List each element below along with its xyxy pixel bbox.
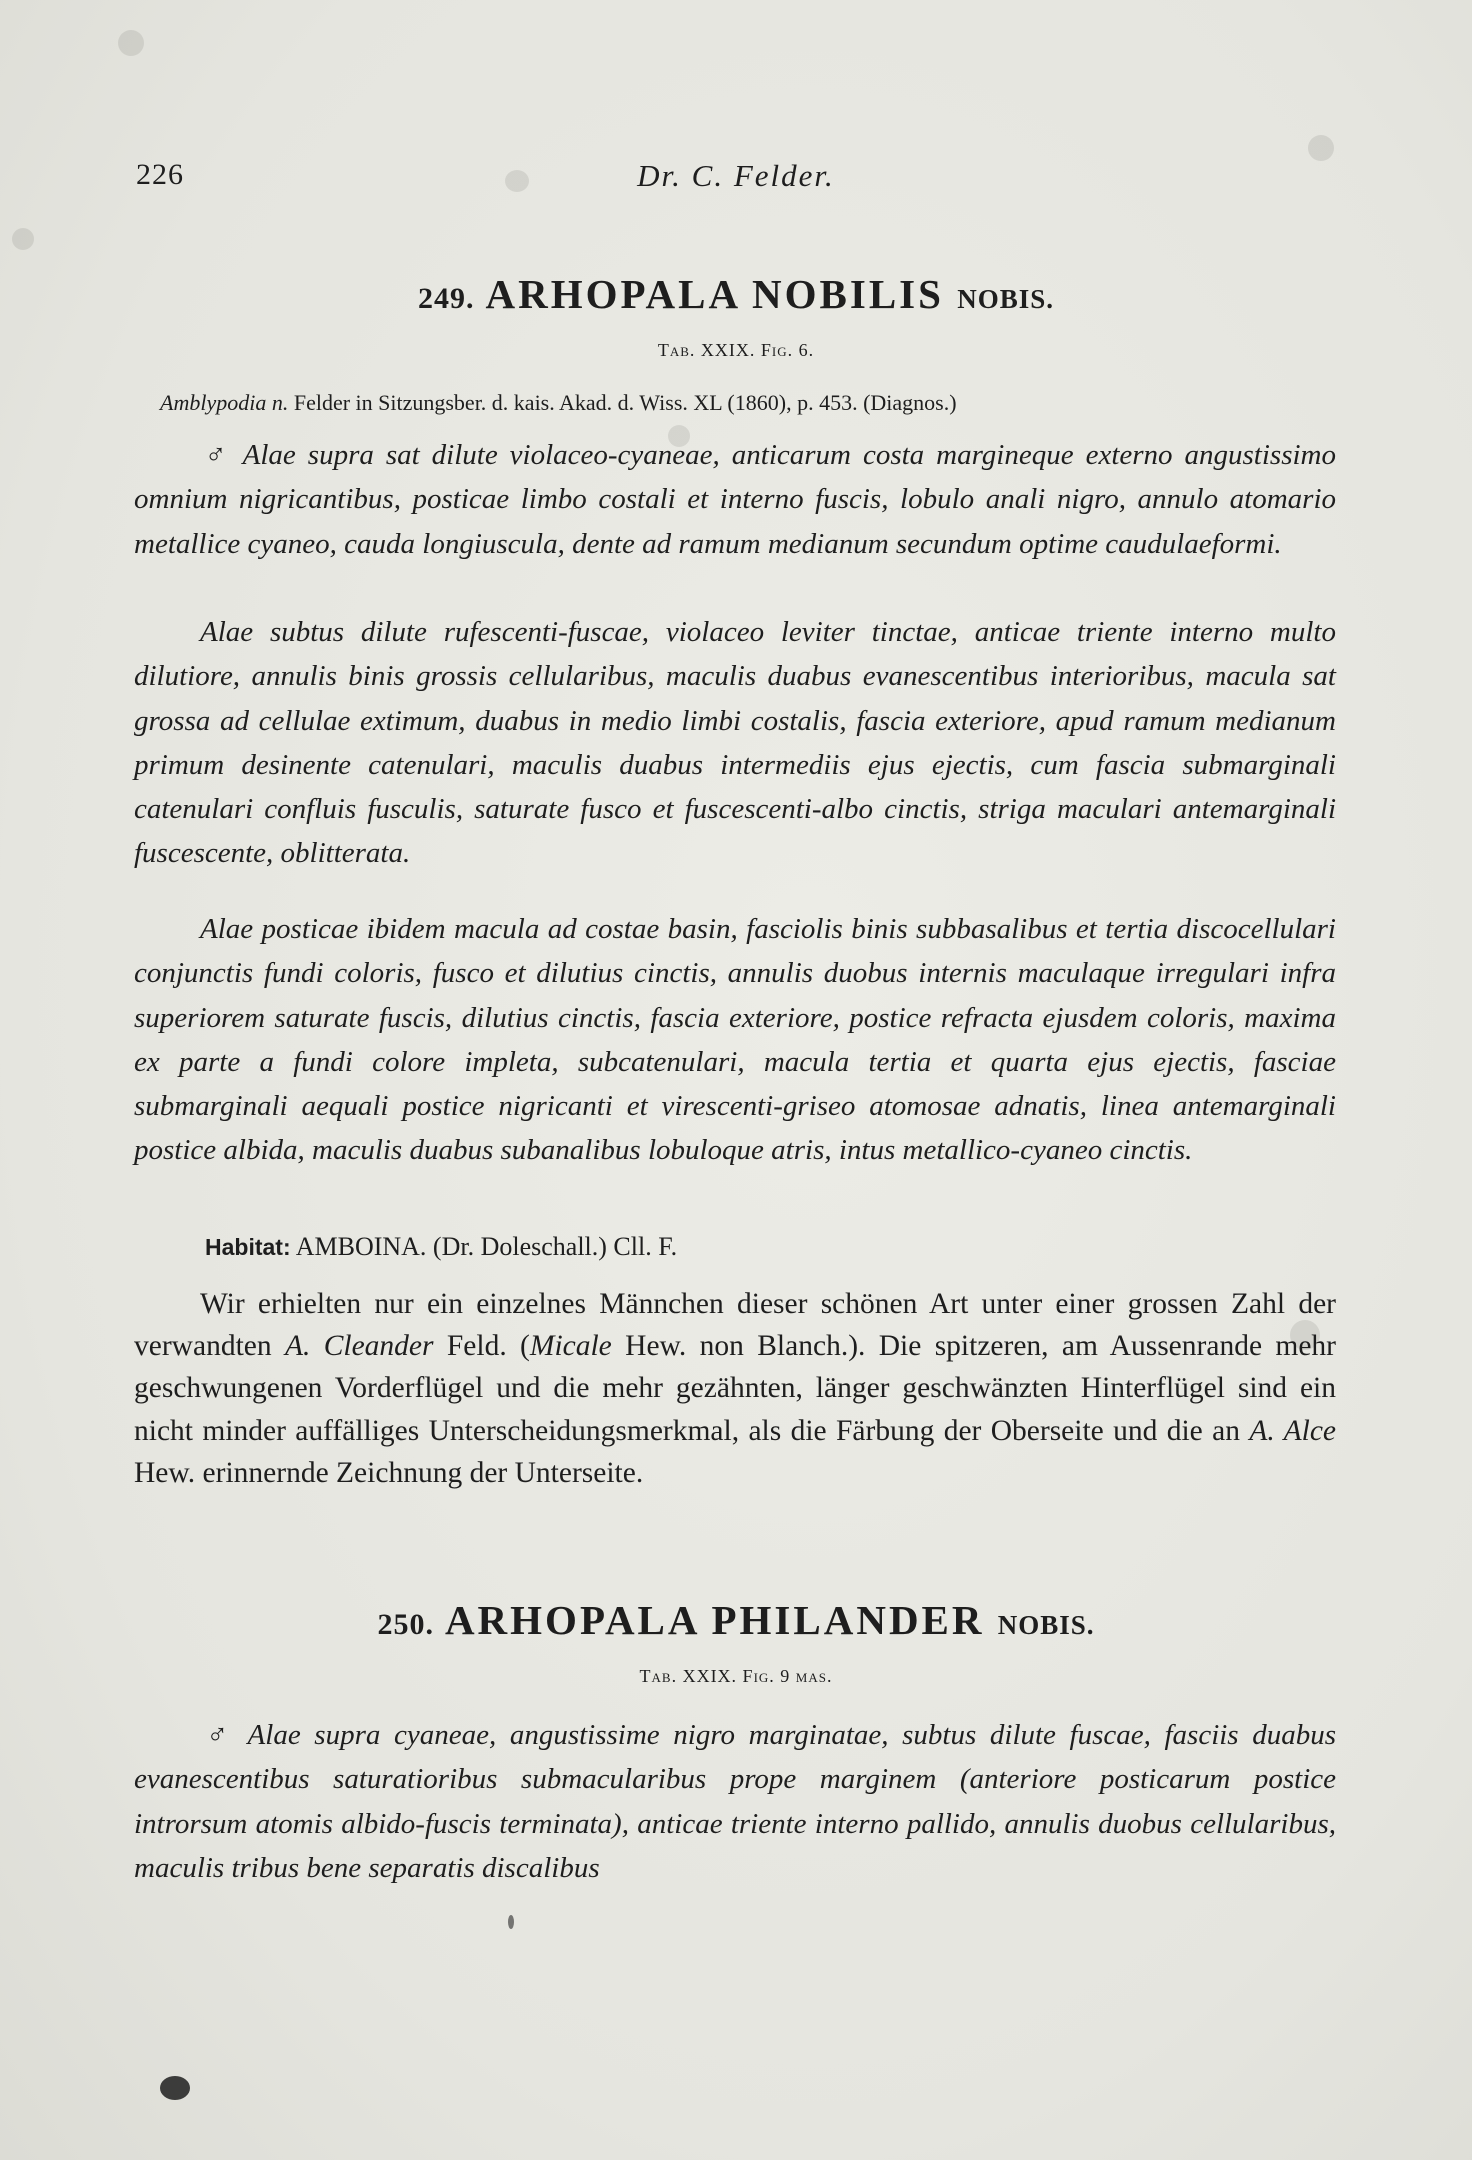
description-paragraph [134,433,1336,566]
synonym-reference: Felder in Sitzungsber. d. kais. Akad. d. Wiss. XL (1860), p. 453. (Diagnos.) [293,390,957,415]
commentary-paragraph [134,1283,1336,1494]
commentary-text: Wir erhielten nur ein einzelnes Männchen dieser schönen Art unter einer grossen Zahl der verwandten [134,1288,1336,1363]
description-paragraph [134,1713,1336,1890]
paragraph-text: ♂ Alae supra cyaneae, angustissime nigro marginatae, subtus dilute fuscae, fasciis duabus evanescentibus saturatioribus submacularibus prope marginem (anteriore posticarum postice introrsum atomis albido-fuscis terminata), anticae triente interno pallido, annulis duobus cellularibus, maculis tribus bene separatis discalibus [134,1719,1336,1884]
species-mention: A. Cleander [284,1330,434,1363]
habitat-label: Habitat: [205,1234,291,1260]
habitat-line [205,1232,677,1262]
description-paragraph [134,610,1336,876]
ink-blot [160,2076,190,2100]
synonym-name: Amblypodia n. [160,390,289,415]
species-number: 250. [377,1608,434,1641]
paper-stain [118,30,144,56]
paragraph-text: Alae posticae ibidem macula ad costae basin, fasciolis binis subbasalibus et tertia discocellulari conjunctis fundi coloris, fusco et dilutius cinctis, annulis duobus internis maculaque irregulari infra superiorem saturate fuscis, dilutius cinctis, fascia exteriore, postice refracta ejusdem coloris, maxima ex parte a fundi colore impleta, subcatenulari, macula tertia et quarta ejus ejectis, fasciae submarginali aequali postice nigricanti et virescenti-griseo atomosae adnatis, linea antemarginali postice albida, maculis duabus subanalibus lobuloque atris, intus metallico-cyaneo cinctis. [134,913,1336,1167]
species-heading [0,1596,1472,1644]
commentary-text: Hew. erinnernde Zeichnung der Unterseite. [134,1456,644,1489]
page-header [0,158,1472,202]
species-name: ARHOPALA NOBILIS [485,271,944,317]
commentary-text: Feld. ( [446,1330,530,1363]
species-heading [0,270,1472,318]
running-head: Dr. C. Felder. [637,158,835,193]
paper-stain [12,228,34,250]
description-paragraph [134,907,1336,1173]
species-name: ARHOPALA PHILANDER [444,1597,985,1643]
commentary-text: Hew. non Blanch.). Die spitzeren, am Aussenrande mehr geschwungenen Vorderflügel und die mehr gezähnten, länger geschwänzten Hinterflügel sind ein nicht minder auffälliges Unterscheidungsmerkmal, als die Färbung der Oberseite und die an [134,1330,1337,1447]
species-mention: Micale [529,1330,612,1363]
species-number: 249. [417,282,475,315]
plate-reference: Tab. XXIX. Fig. 6. [657,340,815,360]
species-author: NOBIS. [957,284,1054,314]
species-mention: A. Alce [1249,1414,1337,1447]
species-author: NOBIS. [997,1610,1095,1640]
habitat-text: AMBOINA. (Dr. Doleschall.) Cll. F. [295,1232,678,1261]
plate-reference: Tab. XXIX. Fig. 9 mas. [639,1666,833,1686]
paragraph-text: Alae subtus dilute rufescenti-fuscae, violaceo leviter tinctae, anticae triente interno multo dilutiore, annulis binis grossis cellularibus, maculis duabus evanescentibus interioribus, macula sat grossa ad cellulae extimum, duabus in medio limbi costalis, fascia exteriore, apud ramum medianum primum desinente catenulari, maculis duabus intermediis ejus ejectis, cum fascia submarginali catenulari confluis fusculis, saturate fusco et fuscescenti-albo cinctis, striga maculari antemarginali fuscescente, oblitterata. [134,616,1336,870]
page-number: 226 [136,158,184,191]
paper-stain [508,1915,514,1929]
synonym-line [160,390,1340,416]
paragraph-text: ♂ Alae supra sat dilute violaceo-cyaneae, anticarum costa margineque externo angustissimo omnium nigricantibus, posticae limbo costali et interno fuscis, lobulo anali nigro, annulo atomario metallice cyaneo, cauda longiuscula, dente ad ramum medianum secundum optime caudulaeformi. [134,439,1336,560]
